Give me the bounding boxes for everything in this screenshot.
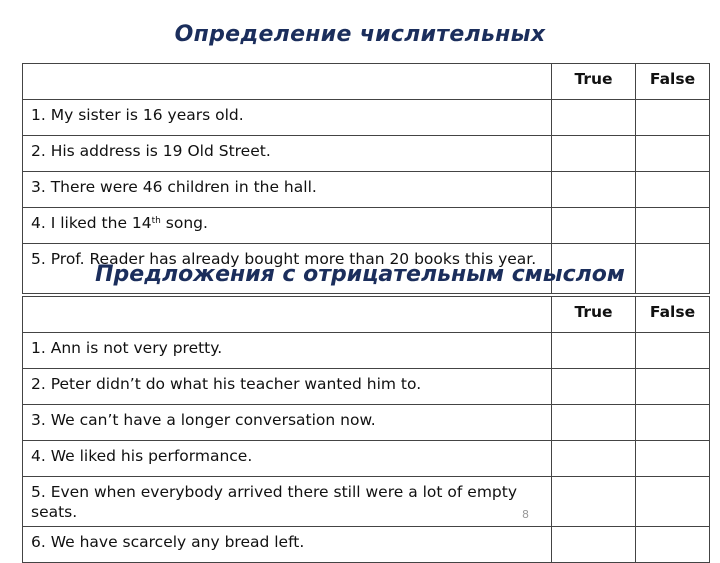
statement-text: [23, 208, 552, 244]
table-row: [23, 208, 710, 244]
section-title-negative: Предложения с отрицательным смыслом: [95, 262, 625, 287]
statement-text-part: song.: [160, 214, 208, 232]
page-number: 8: [522, 508, 529, 521]
table-row: [23, 369, 710, 405]
true-answer-cell[interactable]: [552, 441, 636, 477]
true-answer-cell[interactable]: [552, 208, 636, 244]
false-answer-cell[interactable]: [636, 369, 710, 405]
true-answer-cell[interactable]: [552, 527, 636, 563]
true-answer-cell[interactable]: [552, 100, 636, 136]
table-row: [23, 477, 710, 527]
false-answer-cell[interactable]: [636, 208, 710, 244]
ordinal-suffix: th: [151, 216, 161, 226]
false-answer-cell[interactable]: [636, 477, 710, 527]
statement-text: 1. My sister is 16 years old.: [23, 100, 552, 136]
header-statement: [23, 297, 552, 333]
header-false: False: [636, 297, 710, 333]
true-answer-cell[interactable]: [552, 136, 636, 172]
header-true: True: [552, 64, 636, 100]
true-answer-cell[interactable]: [552, 405, 636, 441]
table-row: [23, 136, 710, 172]
false-answer-cell[interactable]: [636, 441, 710, 477]
false-answer-cell[interactable]: [636, 100, 710, 136]
table-row: [23, 527, 710, 563]
statement-text: 1. Ann is not very pretty.: [23, 333, 552, 369]
table-row: [23, 441, 710, 477]
table-header-row: [23, 297, 710, 333]
section-title-numerals: Определение числительных: [174, 22, 546, 47]
statement-text: 3. We can’t have a longer conversation now.: [23, 405, 552, 441]
true-answer-cell[interactable]: [552, 369, 636, 405]
statement-text: 5. Even when everybody arrived there still were a lot of empty seats.: [23, 477, 552, 527]
table-row: [23, 172, 710, 208]
false-answer-cell[interactable]: [636, 333, 710, 369]
statement-text: 6. We have scarcely any bread left.: [23, 527, 552, 563]
header-statement: [23, 64, 552, 100]
statement-text: 2. Peter didn’t do what his teacher wanted him to.: [23, 369, 552, 405]
negative-quiz-table: [22, 296, 710, 563]
true-answer-cell[interactable]: [552, 172, 636, 208]
true-answer-cell[interactable]: [552, 333, 636, 369]
false-answer-cell[interactable]: [636, 527, 710, 563]
true-answer-cell[interactable]: [552, 477, 636, 527]
false-answer-cell[interactable]: [636, 172, 710, 208]
statement-text: 3. There were 46 children in the hall.: [23, 172, 552, 208]
numerals-quiz-table: [22, 63, 710, 294]
statement-text-part: 4. I liked the 14: [31, 214, 152, 232]
header-true: True: [552, 297, 636, 333]
table-row: [23, 333, 710, 369]
table-row: [23, 405, 710, 441]
false-answer-cell[interactable]: [636, 136, 710, 172]
statement-text: 4. We liked his performance.: [23, 441, 552, 477]
statement-text: 2. His address is 19 Old Street.: [23, 136, 552, 172]
false-answer-cell[interactable]: [636, 405, 710, 441]
header-false: False: [636, 64, 710, 100]
statement-text: 5. Prof. Reader has already bought more than 20 books this year.: [23, 244, 552, 294]
table-row: [23, 100, 710, 136]
table-header-row: [23, 64, 710, 100]
